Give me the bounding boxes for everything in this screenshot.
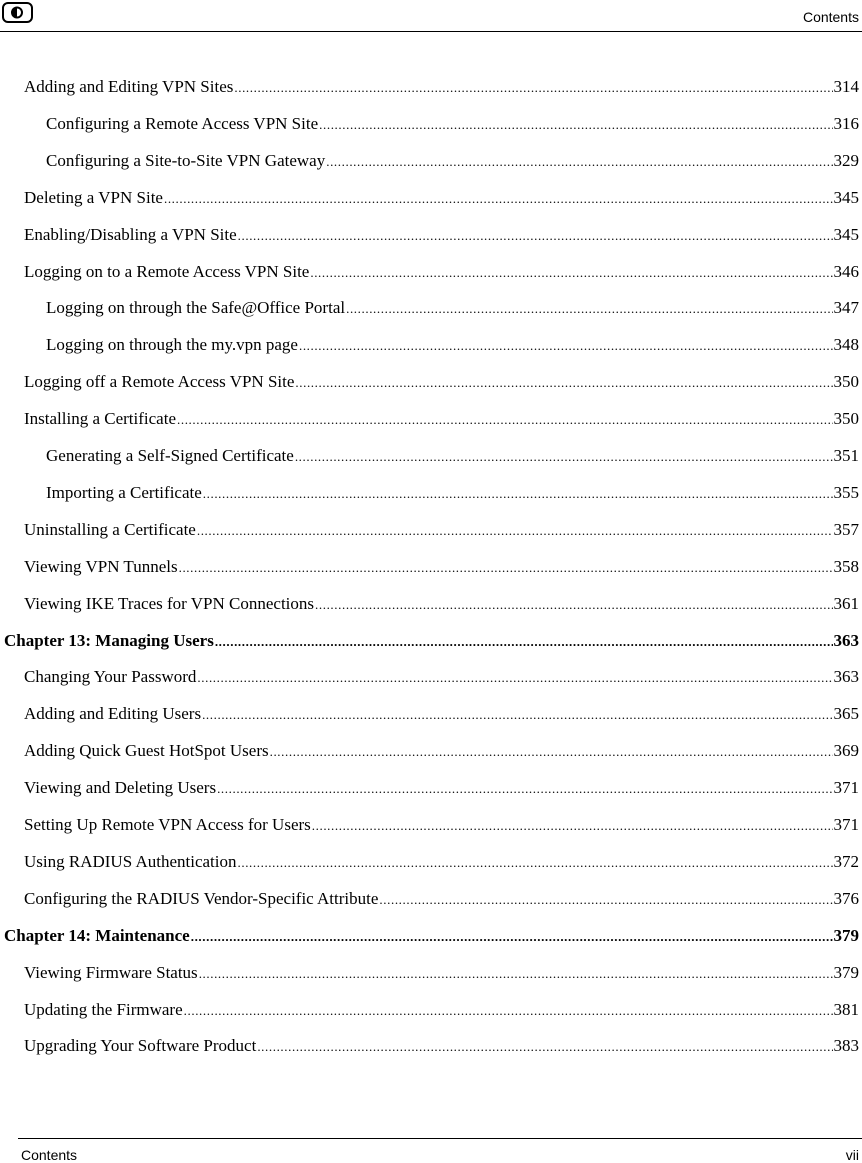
toc-entry[interactable]	[24, 409, 859, 433]
toc-entry[interactable]	[46, 114, 859, 138]
toc-entry-page-number: 345	[833, 224, 859, 244]
toc-dot-leader	[270, 744, 833, 760]
toc-entry-title: Viewing Firmware Status	[24, 962, 198, 982]
toc-entry[interactable]	[24, 594, 859, 618]
toc-dot-leader	[199, 966, 833, 982]
toc-entry-title: Using RADIUS Authentication	[24, 851, 237, 871]
toc-entry-title: Upgrading Your Software Product	[24, 1036, 257, 1056]
toc-dot-leader	[217, 781, 832, 797]
toc-entry[interactable]	[24, 889, 859, 913]
toc-entry-title: Adding Quick Guest HotSpot Users	[24, 741, 269, 761]
toc-dot-leader	[197, 523, 833, 539]
toc-entry-page-number: 372	[833, 851, 859, 871]
toc-dot-leader	[184, 1003, 833, 1019]
toc-dot-leader	[191, 929, 833, 945]
toc-entry-page-number: 369	[833, 741, 859, 761]
toc-entry[interactable]	[24, 815, 859, 839]
toc-entry-title: Configuring the RADIUS Vendor-Specific Attribute	[24, 888, 379, 908]
toc-dot-leader	[312, 818, 833, 834]
toc-entry-page-number: 350	[833, 372, 859, 392]
toc-dot-leader	[379, 892, 832, 908]
toc-entry[interactable]	[24, 704, 859, 728]
toc-entry-page-number: 383	[833, 1036, 859, 1056]
toc-dot-leader	[197, 670, 832, 686]
toc-chapter-entry[interactable]	[4, 631, 859, 655]
toc-entry[interactable]	[24, 852, 859, 876]
toc-dot-leader	[295, 375, 832, 391]
toc-dot-leader	[238, 855, 833, 871]
toc-dot-leader	[257, 1039, 832, 1055]
toc-entry-page-number: 381	[833, 999, 859, 1019]
toc-entry-title: Adding and Editing VPN Sites	[24, 77, 234, 96]
toc-entry-title: Logging on to a Remote Access VPN Site	[24, 261, 310, 281]
toc-entry[interactable]	[46, 151, 859, 175]
toc-entry-page-number: 376	[833, 888, 859, 908]
toc-entry[interactable]	[46, 483, 859, 507]
toc-entry[interactable]	[46, 446, 859, 470]
toc-dot-leader	[238, 228, 833, 244]
toc-entry-page-number: 363	[833, 667, 859, 687]
toc-entry-page-number: 345	[833, 187, 859, 207]
page-footer	[18, 1138, 862, 1162]
toc-entry-page-number: 314	[833, 77, 859, 96]
toc-dot-leader	[319, 117, 832, 133]
toc-entry-title: Generating a Self-Signed Certificate	[46, 446, 294, 465]
toc-entry-page-number: 347	[833, 298, 859, 318]
toc-entry[interactable]	[24, 963, 859, 987]
toc-dot-leader	[346, 301, 832, 317]
toc-entry-page-number: 316	[833, 113, 859, 133]
toc-entry-title: Updating the Firmware	[24, 999, 183, 1019]
toc-entry-title: Deleting a VPN Site	[24, 187, 163, 207]
toc-entry[interactable]	[24, 557, 859, 581]
toc-dot-leader	[310, 265, 832, 281]
toc-entry-title: Chapter 13: Managing Users	[4, 630, 214, 650]
toc-entry-title: Logging on through the Safe@Office Portal	[46, 298, 346, 318]
toc-entry-page-number: 371	[833, 815, 859, 834]
toc-dot-leader	[164, 191, 833, 207]
toc-entry[interactable]	[46, 298, 859, 322]
page-header	[0, 0, 862, 32]
toc-entry-title: Configuring a Site-to-Site VPN Gateway	[46, 150, 326, 170]
toc-dot-leader	[177, 412, 833, 428]
toc-entry-title: Installing a Certificate	[24, 409, 176, 429]
toc-entry[interactable]	[46, 335, 859, 359]
toc-entry-page-number: 363	[833, 630, 859, 650]
toc-entry-page-number: 371	[833, 778, 859, 798]
toc-dot-leader	[203, 486, 833, 502]
toc-chapter-entry[interactable]	[4, 926, 859, 950]
toc-entry[interactable]	[24, 77, 859, 101]
toc-dot-leader	[202, 707, 832, 723]
toc-entry-page-number: 351	[833, 446, 859, 465]
toc-entry-title: Viewing and Deleting Users	[24, 778, 217, 798]
toc-entry-title: Configuring a Remote Access VPN Site	[46, 113, 319, 133]
header-title: Contents	[802, 9, 859, 25]
toc-dot-leader	[299, 338, 833, 354]
toc-entry-title: Changing Your Password	[24, 667, 197, 687]
toc-entry-title: Uninstalling a Certificate	[24, 519, 196, 539]
toc-entry-page-number: 365	[833, 704, 859, 724]
toc-entry[interactable]	[24, 188, 859, 212]
footer-section-label: Contents	[21, 1147, 78, 1163]
footer-page-number: vii	[845, 1147, 859, 1163]
toc-entry-page-number: 329	[833, 150, 859, 170]
toc-entry-page-number: 379	[833, 962, 859, 982]
toc-entry[interactable]	[24, 225, 859, 249]
toc-entry-page-number: 357	[833, 519, 859, 539]
toc-entry-title: Viewing VPN Tunnels	[24, 556, 178, 576]
toc-entry-page-number: 361	[833, 593, 859, 613]
toc-entry-page-number: 379	[833, 925, 859, 945]
toc-entry-title: Chapter 14: Maintenance	[4, 925, 190, 945]
toc-dot-leader	[179, 560, 833, 576]
toc-entry-title: Importing a Certificate	[46, 482, 202, 502]
toc-entry-page-number: 348	[833, 335, 859, 355]
toc-entry[interactable]	[24, 741, 859, 765]
toc-entry[interactable]	[24, 667, 859, 691]
toc-entry-page-number: 346	[833, 261, 859, 281]
toc-entry[interactable]	[24, 1000, 859, 1024]
toc-entry-page-number: 358	[833, 556, 859, 576]
toc-dot-leader	[315, 597, 832, 613]
toc-entry-title: Adding and Editing Users	[24, 704, 202, 724]
toc-entry[interactable]	[24, 520, 859, 544]
checkpoint-logo-icon	[2, 2, 33, 23]
toc-entry-title: Enabling/Disabling a VPN Site	[24, 224, 237, 244]
toc-entry[interactable]	[24, 372, 859, 396]
toc-dot-leader	[234, 80, 832, 96]
toc-entry-title: Logging on through the my.vpn page	[46, 335, 298, 355]
toc-entry[interactable]	[24, 1036, 859, 1060]
toc-dot-leader	[215, 634, 833, 650]
toc-entry-title: Logging off a Remote Access VPN Site	[24, 372, 295, 392]
toc-dot-leader	[326, 154, 832, 170]
toc-entry-page-number: 350	[833, 409, 859, 429]
toc-entry-title: Viewing IKE Traces for VPN Connections	[24, 593, 315, 613]
toc-entry[interactable]	[24, 262, 859, 286]
toc-entry[interactable]	[24, 778, 859, 802]
toc-entry-title: Setting Up Remote VPN Access for Users	[24, 815, 311, 834]
toc-entry-page-number: 355	[833, 482, 859, 502]
toc-dot-leader	[295, 449, 833, 465]
